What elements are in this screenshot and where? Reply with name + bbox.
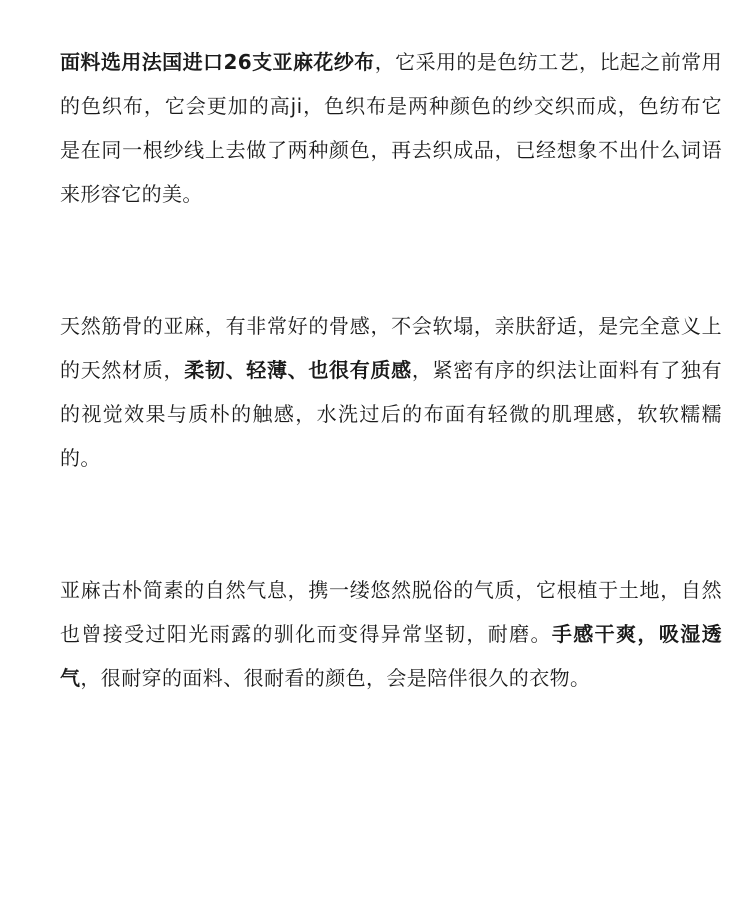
fabric-origin-text: ，它采用的是色纺工艺，比起之前常用的色织布，它会更加的高ji，色织布是两种颜色的纱交织而成，色纺布它是在同一根纱线上去做了两种颜色，再去织成品，已经想象不出什么词语来形容它的美。	[60, 50, 722, 206]
paragraph-linen-texture	[60, 304, 722, 480]
fabric-origin-highlight: 面料选用法国进口26支亚麻花纱布	[60, 50, 375, 74]
linen-texture-text-2: ，紧密有序的织法让面料有了独有的视觉效果与质朴的触感，水洗过后的布面有轻微的肌理感，软软糯糯的。	[60, 358, 723, 470]
linen-nature-highlight: 手感干爽，吸湿透气	[60, 622, 722, 690]
linen-texture-text-1: 天然筋骨的亚麻，有非常好的骨感，不会软塌，亲肤舒适，是完全意义上的天然材质，	[60, 314, 722, 382]
paragraph-linen-nature	[60, 568, 722, 700]
linen-nature-text-1: 亚麻古朴简素的自然气息，携一缕悠然脱俗的气质，它根植于土地，自然也曾接受过阳光雨露的驯化而变得异常坚韧，耐磨。	[60, 578, 722, 646]
linen-nature-text-2: ，很耐穿的面料、很耐看的颜色，会是陪伴很久的衣物。	[80, 666, 591, 690]
paragraph-fabric-origin	[60, 40, 722, 216]
article-body	[60, 40, 722, 700]
linen-texture-highlight: 柔韧、轻薄、也很有质感	[184, 358, 412, 382]
